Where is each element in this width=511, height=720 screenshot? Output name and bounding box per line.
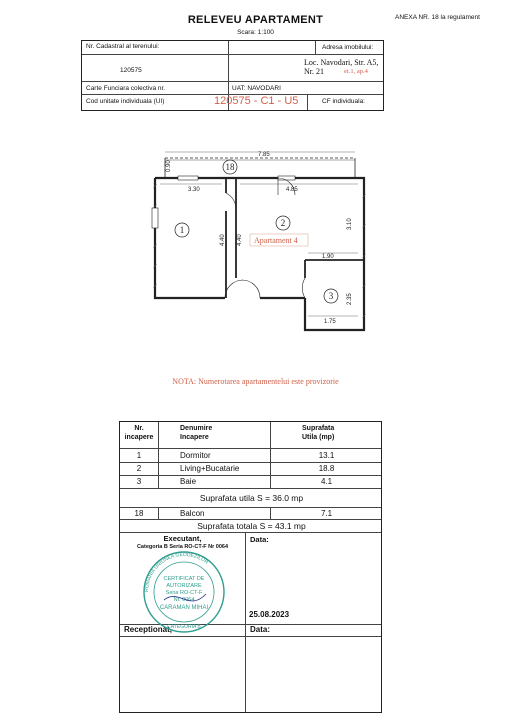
date-value: 25.08.2023 [249, 610, 290, 619]
row-name: Balcon [180, 509, 205, 518]
row-nr: 2 [136, 464, 142, 473]
header-area-line1: Suprafata [302, 425, 335, 432]
row-area: 18.8 [318, 464, 335, 473]
header-name-line2: Incapere [180, 434, 209, 441]
dim-room2-width: 4.85 [286, 187, 298, 193]
row-area: 7.1 [320, 509, 333, 518]
dim-balcony-width: 7.85 [258, 152, 270, 158]
stamp-line-3: Seria RO-CT-F [165, 590, 203, 596]
address-line1: Loc. Navodari, Str. A5, Nr. 21 [304, 58, 379, 76]
balcony-room-nr: 18 [225, 162, 235, 172]
annex-label: ANEXA NR. 18 la regulament [395, 14, 480, 21]
header-name-line1: Denumire [180, 425, 213, 432]
dim-bath-height: 2.35 [347, 293, 353, 305]
balcony-outline [165, 158, 355, 177]
stamp-line-1: CERTIFICAT DE [163, 576, 205, 582]
uat-label: UAT: NAVODARI [232, 85, 281, 92]
ui-value: 120575 - C1 - U5 [214, 95, 299, 107]
provisional-note: NOTA: Numerotarea apartamentelui este provizorie [172, 377, 339, 386]
stamp-category: CATEGORIA B [167, 624, 201, 630]
address-label: Adresa imobilului: [322, 44, 374, 51]
room3-nr: 3 [328, 291, 334, 301]
dim-room1-height-a: 4.40 [220, 234, 226, 246]
dim-bath-width-top: 1.90 [322, 254, 334, 260]
dim-room2-height: 3.10 [347, 218, 353, 230]
data-label-1: Data: [250, 535, 269, 544]
row-name: Living+Bucatarie [180, 464, 240, 473]
rooms-table [119, 421, 382, 713]
stamp-outer-text: ROMANIA UNIUNEA GEODEZILOR [143, 551, 210, 593]
cf-label: CF individuala: [322, 98, 365, 105]
row-nr: 18 [134, 509, 144, 518]
room2-nr: 2 [280, 218, 286, 228]
stamp-line-2: AUTORIZARE [166, 583, 202, 589]
dim-room1-height-b: 4.40 [237, 234, 243, 246]
useful-area-total: Suprafata utila S = 36.0 mp [199, 493, 304, 503]
page-title: RELEVEU APARTAMENT [187, 14, 324, 26]
header-nr-line1: Nr. [134, 425, 144, 432]
stamp-line-4: Nr. 0064 [173, 597, 195, 603]
row-area: 4.1 [320, 477, 333, 486]
row-area: 13.1 [318, 451, 335, 460]
dim-room1-width: 3.30 [188, 187, 200, 193]
dim-balcony-depth: 0.90 [166, 160, 172, 172]
authorization-stamp [134, 550, 234, 634]
cadastral-value: 120575 [120, 67, 142, 74]
carte-funciara-label: Carte Funciara colectiva nr. [86, 85, 166, 92]
row-name: Baie [180, 477, 197, 486]
executant-label: Executant, [163, 534, 202, 543]
row-name: Dormitor [180, 451, 211, 460]
cadastral-label: Nr. Cadastral al terenului: [86, 43, 160, 50]
info-table [81, 40, 384, 111]
executant-sub: Categoria B Seria RO-CT-F Nr 0064 [136, 544, 229, 550]
dim-bath-width-bottom: 1.75 [324, 319, 336, 325]
floor-plan [150, 148, 370, 333]
grand-total: Suprafata totala S = 43.1 mp [197, 521, 306, 531]
apartment-label: Apartament 4 [254, 236, 298, 245]
data-label-2: Data: [250, 625, 271, 634]
address-line2: et.1, ap.4 [344, 68, 368, 75]
room1-nr: 1 [179, 225, 185, 235]
header-area-line2: Utila (mp) [302, 434, 335, 441]
scale-label: Scara: 1:100 [237, 29, 274, 36]
receptionat-label: Receptionat, [124, 625, 173, 634]
stamp-name: CARAMAN MIHAI [159, 605, 209, 611]
ui-label: Cod unitate individuala (UI) [86, 98, 165, 105]
header-nr-line2: incapere [124, 434, 154, 441]
row-nr: 3 [136, 477, 142, 486]
row-nr: 1 [136, 451, 142, 460]
